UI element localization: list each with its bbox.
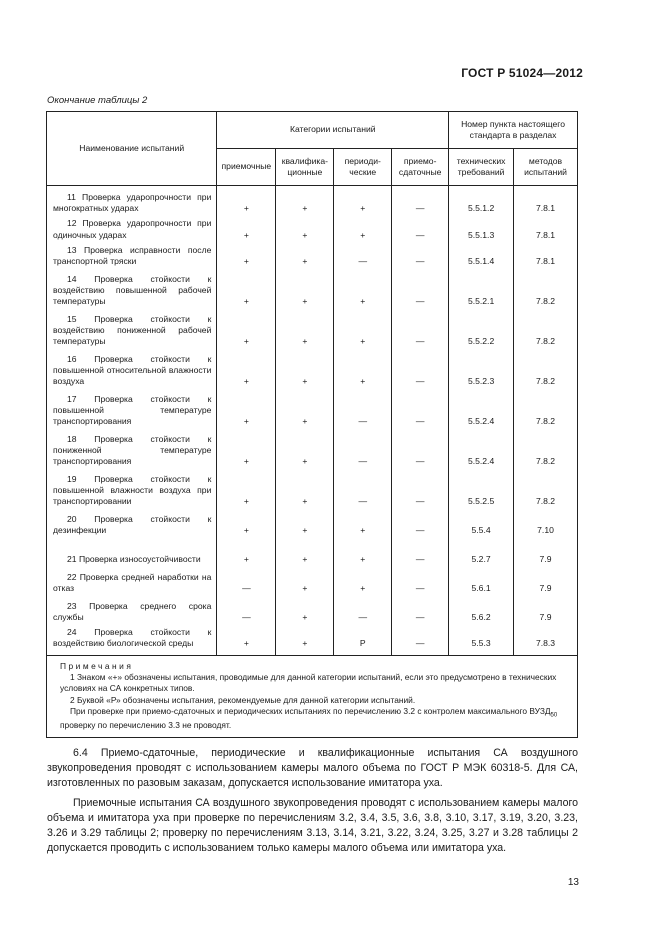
header-test-methods: методов испытаний	[514, 149, 578, 186]
table-row	[47, 469, 578, 509]
test-number: 12	[67, 218, 77, 229]
cell-method-clause: 7.10	[514, 509, 578, 538]
cell-acceptance: —	[217, 567, 276, 596]
table-row	[47, 309, 578, 349]
test-name-cell	[47, 509, 217, 538]
test-name-cell	[47, 269, 217, 309]
test-name-cell	[47, 469, 217, 509]
paragraph-6-4	[47, 746, 578, 791]
cell-method-clause: 7.9	[514, 596, 578, 625]
cell-technical-clause: 5.5.1.3	[449, 216, 514, 242]
note-3-subscript: 50	[550, 712, 558, 719]
test-name-cell	[47, 349, 217, 389]
cell-periodic: +	[334, 538, 392, 567]
cell-qualification: +	[276, 429, 334, 469]
cell-acceptance: +	[217, 309, 276, 349]
cell-qualification: +	[276, 538, 334, 567]
test-number: 15	[67, 313, 77, 324]
test-name: Проверка ударопрочности при многократных ударах	[53, 192, 212, 214]
test-name-cell	[47, 429, 217, 469]
cell-acceptance: +	[217, 538, 276, 567]
table-row	[47, 429, 578, 469]
header-technical-requirements: технических требований	[449, 149, 514, 186]
test-number: 14	[67, 273, 77, 284]
cell-periodic: +	[334, 349, 392, 389]
cell-acceptance: —	[217, 596, 276, 625]
cell-technical-clause: 5.5.4	[449, 509, 514, 538]
cell-method-clause: 7.8.2	[514, 309, 578, 349]
cell-qualification: +	[276, 309, 334, 349]
test-name-cell	[47, 216, 217, 242]
test-name-cell	[47, 243, 217, 269]
tests-table	[46, 111, 578, 738]
paragraph-acceptance-tests	[47, 796, 578, 856]
test-name-cell	[47, 389, 217, 429]
cell-periodic: +	[334, 309, 392, 349]
table-row	[47, 538, 578, 567]
cell-periodic: —	[334, 243, 392, 269]
test-number: 11	[67, 192, 76, 202]
table-caption: Окончание таблицы 2	[47, 95, 148, 106]
cell-technical-clause: 5.2.7	[449, 538, 514, 567]
cell-qualification: +	[276, 269, 334, 309]
test-number: 21	[67, 553, 77, 564]
test-name: Проверка ударопрочности при одиночных ударах	[53, 218, 212, 240]
page-number: 13	[567, 877, 579, 888]
header-test-name: Наименование испытаний	[47, 112, 217, 186]
cell-periodic: Р	[334, 625, 392, 655]
cell-acceptance: +	[217, 389, 276, 429]
cell-acceptance: +	[217, 625, 276, 655]
cell-method-clause: 7.8.2	[514, 469, 578, 509]
test-number: 23	[67, 600, 77, 611]
table-row	[47, 216, 578, 242]
test-number: 18	[67, 433, 77, 444]
table-row	[47, 349, 578, 389]
table-row	[47, 243, 578, 269]
table-row	[47, 389, 578, 429]
cell-method-clause: 7.8.2	[514, 349, 578, 389]
cell-technical-clause: 5.5.2.1	[449, 269, 514, 309]
cell-periodic: —	[334, 389, 392, 429]
cell-periodic: +	[334, 186, 392, 217]
test-name: Проверка стойкости к воздействию повышенной рабочей температуры	[53, 273, 212, 306]
cell-delivery: —	[392, 567, 449, 596]
cell-periodic: —	[334, 429, 392, 469]
cell-qualification: +	[276, 596, 334, 625]
cell-acceptance: +	[217, 429, 276, 469]
cell-delivery: —	[392, 186, 449, 217]
test-number: 20	[67, 513, 77, 524]
header-acceptance: приемочные	[217, 149, 276, 186]
cell-delivery: —	[392, 216, 449, 242]
cell-method-clause: 7.9	[514, 538, 578, 567]
cell-technical-clause: 5.5.2.2	[449, 309, 514, 349]
test-name: Проверка исправности после транспортной тряски	[53, 244, 212, 266]
cell-qualification: +	[276, 186, 334, 217]
cell-acceptance: +	[217, 269, 276, 309]
test-number: 16	[67, 353, 77, 364]
cell-periodic: +	[334, 567, 392, 596]
cell-acceptance: +	[217, 216, 276, 242]
cell-delivery: —	[392, 596, 449, 625]
cell-qualification: +	[276, 349, 334, 389]
cell-periodic: —	[334, 596, 392, 625]
table-row	[47, 596, 578, 625]
header-delivery: приемо-сдаточные	[392, 149, 449, 186]
cell-technical-clause: 5.5.1.4	[449, 243, 514, 269]
cell-delivery: —	[392, 269, 449, 309]
cell-acceptance: +	[217, 349, 276, 389]
cell-qualification: +	[276, 389, 334, 429]
cell-acceptance: +	[217, 243, 276, 269]
cell-method-clause: 7.9	[514, 567, 578, 596]
cell-delivery: —	[392, 429, 449, 469]
cell-qualification: +	[276, 243, 334, 269]
cell-technical-clause: 5.5.3	[449, 625, 514, 655]
test-number: 24	[67, 627, 77, 638]
cell-technical-clause: 5.5.1.2	[449, 186, 514, 217]
header-periodic: периоди-ческие	[334, 149, 392, 186]
note-3	[60, 706, 569, 731]
test-name-cell	[47, 625, 217, 655]
notes-title: Примечания	[60, 660, 134, 671]
test-number: 17	[67, 393, 77, 404]
test-number: 22	[67, 571, 77, 582]
test-name-cell	[47, 186, 217, 217]
cell-qualification: +	[276, 567, 334, 596]
test-name-cell	[47, 596, 217, 625]
test-number: 13	[67, 244, 77, 255]
cell-acceptance: +	[217, 509, 276, 538]
table-notes	[47, 655, 578, 737]
note-1: 1 Знаком «+» обозначены испытания, проводимые для данной категории испытаний, если это предусмотрено в технических условиях на СА конкретных типов.	[60, 671, 557, 694]
cell-delivery: —	[392, 349, 449, 389]
note-3-text: При проверке при приемо-сдаточных и периодических испытаниях по перечислению 3.2 с контролем максимального ВУЗД	[70, 705, 551, 716]
test-name: Проверка стойкости к воздействию пониженной рабочей температуры	[53, 313, 212, 346]
cell-technical-clause: 5.5.2.4	[449, 429, 514, 469]
cell-qualification: +	[276, 625, 334, 655]
cell-delivery: —	[392, 243, 449, 269]
header-test-categories: Категории испытаний	[217, 112, 449, 149]
test-name-cell	[47, 538, 217, 567]
header-qualification: квалифика-ционные	[276, 149, 334, 186]
cell-delivery: —	[392, 538, 449, 567]
table-row	[47, 269, 578, 309]
cell-method-clause: 7.8.3	[514, 625, 578, 655]
cell-technical-clause: 5.5.2.4	[449, 389, 514, 429]
cell-method-clause: 7.8.1	[514, 216, 578, 242]
cell-delivery: —	[392, 389, 449, 429]
test-name: Проверка стойкости к пониженной температуре транспортирования	[53, 433, 212, 466]
cell-method-clause: 7.8.1	[514, 243, 578, 269]
test-name: Проверка износоустойчивости	[78, 553, 201, 564]
document-code: ГОСТ Р 51024—2012	[461, 66, 583, 80]
cell-delivery: —	[392, 469, 449, 509]
test-name-cell	[47, 567, 217, 596]
cell-technical-clause: 5.6.1	[449, 567, 514, 596]
cell-periodic: +	[334, 216, 392, 242]
cell-delivery: —	[392, 625, 449, 655]
cell-qualification: +	[276, 216, 334, 242]
test-name: Проверка средней наработки на отказ	[53, 571, 212, 593]
cell-technical-clause: 5.6.2	[449, 596, 514, 625]
test-name: Проверка стойкости к воздействию биологической среды	[53, 627, 212, 649]
table-row	[47, 186, 578, 217]
cell-qualification: +	[276, 469, 334, 509]
cell-qualification: +	[276, 509, 334, 538]
cell-delivery: —	[392, 309, 449, 349]
cell-periodic: —	[334, 469, 392, 509]
test-name: Проверка стойкости к повышенной относительной влажности воздуха	[53, 353, 212, 386]
cell-periodic: +	[334, 269, 392, 309]
table-row	[47, 625, 578, 655]
table-row	[47, 567, 578, 596]
test-number: 19	[67, 473, 77, 484]
test-name: Проверка стойкости к повышенной температуре транспортирования	[53, 393, 212, 426]
paragraph-text: Приемочные испытания СА воздушного звукопроведения проводят с использованием камеры малого объема и имитатора уха при проверке по перечислениям 3.2, 3.4, 3.5, 3.6, 3.8, 3.10, 3.17, 3.19, 3.20, 3.23, 3.26 и 3.29 таблицы 2; проверку по перечислениям 3.13, 3.14, 3.21, 3.22, 3.24, 3.25, 3.27 и 3.28 таблицы 2 допускается проводить с использованием только камеры малого объема или имитатора уха.	[47, 797, 578, 855]
cell-acceptance: +	[217, 469, 276, 509]
test-name: Проверка стойкости к повышенной влажности воздуха при транспортировании	[53, 473, 212, 506]
note-2: 2 Буквой «Р» обозначены испытания, рекомендуемые для данной категории испытаний.	[70, 694, 416, 705]
cell-technical-clause: 5.5.2.5	[449, 469, 514, 509]
table-row	[47, 509, 578, 538]
note-3-text-end: проверку по перечислению 3.3 не проводят.	[60, 719, 232, 730]
paragraph-text: 6.4 Приемо-сдаточные, периодические и квалификационные испытания СА воздушного звукопроведения проводят с использованием камеры малого объема по ГОСТ Р МЭК 60318-5. Для СА, изготовленных по разовым заказам, допускается использование имитатора уха.	[47, 747, 578, 790]
test-name: Проверка среднего срока службы	[53, 600, 212, 622]
cell-technical-clause: 5.5.2.3	[449, 349, 514, 389]
test-name: Проверка стойкости к дезинфекции	[53, 513, 212, 535]
cell-delivery: —	[392, 509, 449, 538]
cell-method-clause: 7.8.2	[514, 269, 578, 309]
cell-acceptance: +	[217, 186, 276, 217]
test-name-cell	[47, 309, 217, 349]
cell-method-clause: 7.8.2	[514, 389, 578, 429]
cell-periodic: +	[334, 509, 392, 538]
cell-method-clause: 7.8.1	[514, 186, 578, 217]
cell-method-clause: 7.8.2	[514, 429, 578, 469]
header-clause-reference: Номер пункта настоящего стандарта в разделах	[449, 112, 578, 149]
